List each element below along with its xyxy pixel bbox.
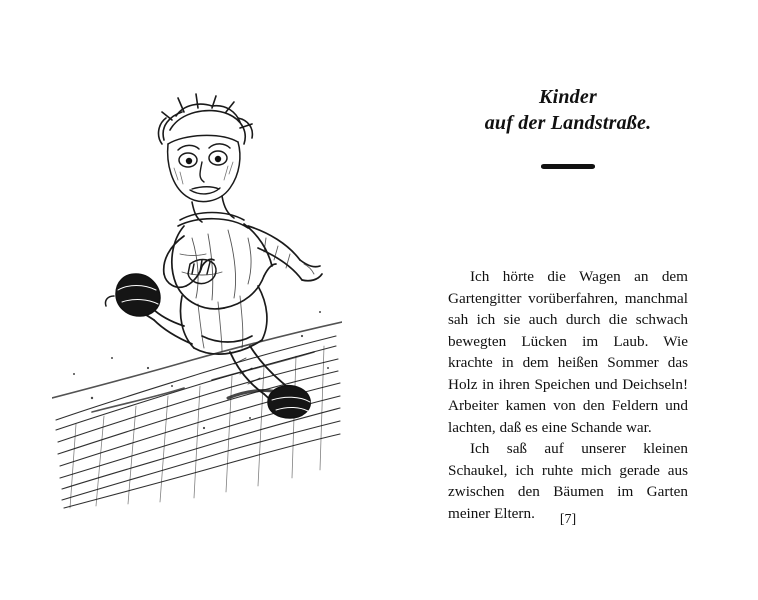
title-line-2: auf der Landstraße. [484,112,652,134]
running-boy-illustration [52,68,342,510]
paragraph-2: Ich saß auf unserer kleinen Schaukel, ich ruhte mich gerade aus zwischen den Bäumen im Garten meiner Eltern. [448,440,688,522]
paragraph-1: Ich hörte die Wagen an dem Gartengitter vorüberfahren, manchmal sah ich sie auch durch die schwach bewegten Lücken im Laub. Wie krachte in dem heißen Sommer das Holz in ihren Speichen und Deichseln! Arbeiter kamen von den Feldern und lachten, daß es eine Schande war. [448,268,688,436]
body-text [448,266,688,524]
text-column [448,72,688,542]
title-line-1: Kinder [539,86,597,108]
title-divider [448,156,688,174]
page-title [448,84,688,136]
page-number: [7] [559,512,577,527]
horizontal-rule-ornament [541,164,595,169]
